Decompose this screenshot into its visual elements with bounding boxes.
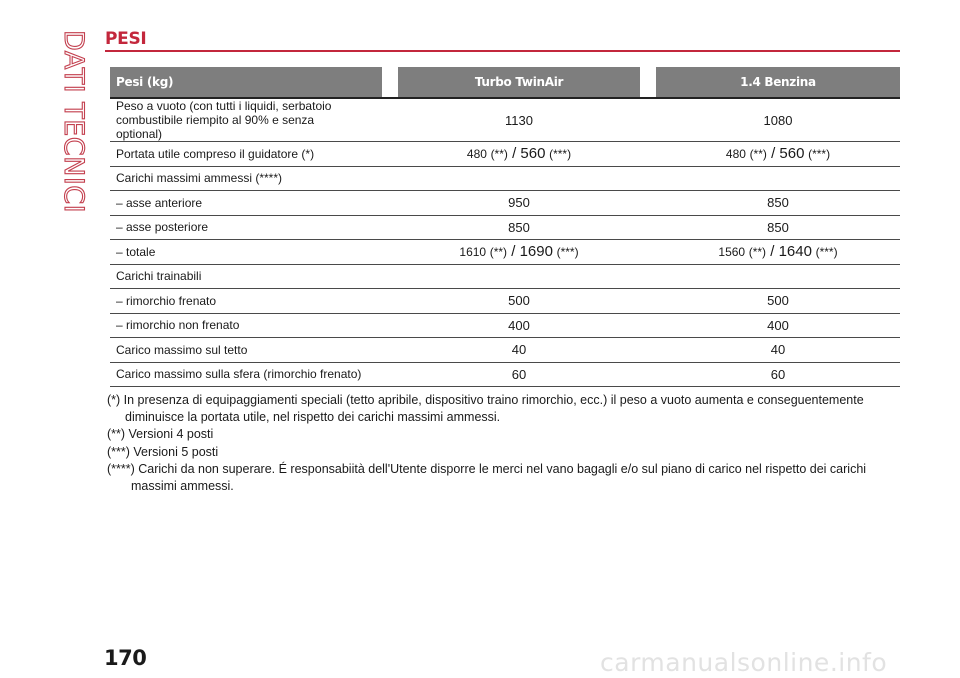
row-label: Peso a vuoto (con tutti i liquidi, serbatoio combustibile riempito al 90% e senza optional) (110, 98, 382, 142)
value-b: 1690 (519, 243, 553, 261)
footnote: (*) In presenza di equipaggiamenti speciali (tetto apribile, dispositivo traino rimorchio, ecc.) il peso a vuoto aumenta e conseguentemente diminuisce la portata utile, nel rispetto dei carichi massimi ammessi. (107, 393, 864, 424)
value-benzina: 1080 (656, 98, 900, 142)
table-row (110, 338, 900, 363)
value-twinair: 40 (398, 338, 640, 363)
value-separator: / (507, 145, 521, 163)
value-b: 560 (520, 145, 546, 163)
value-benzina (656, 264, 900, 289)
footnote: (**) Versioni 4 posti (107, 427, 214, 441)
footnote-ref: (**) (489, 245, 508, 260)
footnote-ref: (**) (748, 245, 767, 260)
table-row (110, 215, 900, 240)
value-benzina: 40 (656, 338, 900, 363)
value-benzina: 400 (656, 313, 900, 338)
value-benzina: 500 (656, 289, 900, 314)
table-row (110, 362, 900, 387)
title-rule (105, 50, 900, 52)
value-benzina: 60 (656, 362, 900, 387)
table-row (110, 240, 900, 265)
footnote-ref: (**) (490, 147, 508, 162)
weights-table (110, 67, 900, 387)
value-twinair: 500 (398, 289, 640, 314)
footnote: (****) Carichi da non superare. É responsabiità dell'Utente disporre le merci nel vano bagagli e/o sul piano di carico nel rispetto dei carichi massimi ammessi. (107, 462, 867, 493)
value-a: 1560 (718, 245, 746, 260)
value-twinair: 950 (398, 191, 640, 216)
value-a: 480 (725, 147, 746, 162)
footnote-ref: (***) (556, 245, 579, 260)
value-twinair: 60 (398, 362, 640, 387)
table-header-row (110, 67, 900, 98)
footnote-ref: (**) (749, 147, 767, 162)
footnote-ref: (***) (815, 245, 838, 260)
row-label: Carichi massimi ammessi (****) (110, 166, 382, 191)
header-gap (382, 67, 398, 98)
table-row (110, 98, 900, 142)
value-twinair (398, 142, 640, 167)
footnote-ref: (***) (808, 147, 831, 162)
header-gap (640, 67, 656, 98)
value-benzina (656, 142, 900, 167)
value-twinair: 850 (398, 215, 640, 240)
value-b: 560 (779, 145, 805, 163)
value-separator: / (766, 243, 779, 261)
table-row (110, 264, 900, 289)
value-benzina (656, 166, 900, 191)
value-benzina: 850 (656, 191, 900, 216)
table-row (110, 289, 900, 314)
value-separator: / (766, 145, 780, 163)
value-twinair (398, 240, 640, 265)
value-twinair (398, 264, 640, 289)
value-twinair (398, 166, 640, 191)
value-benzina (656, 240, 900, 265)
row-label: – asse posteriore (110, 215, 382, 240)
header-pesi: Pesi (kg) (110, 67, 382, 98)
watermark: carmanualsonline.info (600, 648, 888, 677)
row-label: – asse anteriore (110, 191, 382, 216)
row-label: – rimorchio non frenato (110, 313, 382, 338)
table-row (110, 142, 900, 167)
table-row (110, 313, 900, 338)
table-row (110, 191, 900, 216)
footnote-ref: (***) (549, 147, 572, 162)
row-label: Carico massimo sul tetto (110, 338, 382, 363)
table-row (110, 166, 900, 191)
header-turbo-twinair: Turbo TwinAir (398, 67, 640, 98)
row-label: Carico massimo sulla sfera (rimorchio frenato) (110, 362, 382, 387)
value-twinair: 400 (398, 313, 640, 338)
value-twinair: 1130 (398, 98, 640, 142)
row-label: – totale (110, 240, 382, 265)
value-separator: / (507, 243, 520, 261)
footnotes (107, 392, 902, 495)
section-title: PESI (105, 29, 147, 49)
header-benzina: 1.4 Benzina (656, 67, 900, 98)
value-b: 1640 (778, 243, 812, 261)
chapter-side-label: DATI TECNICI (58, 30, 89, 214)
value-a: 480 (466, 147, 487, 162)
page-number: 170 (104, 646, 147, 670)
value-a: 1610 (459, 245, 487, 260)
row-label: Portata utile compreso il guidatore (*) (110, 142, 382, 167)
row-label: Carichi trainabili (110, 264, 382, 289)
row-label: – rimorchio frenato (110, 289, 382, 314)
value-benzina: 850 (656, 215, 900, 240)
footnote: (***) Versioni 5 posti (107, 444, 219, 459)
